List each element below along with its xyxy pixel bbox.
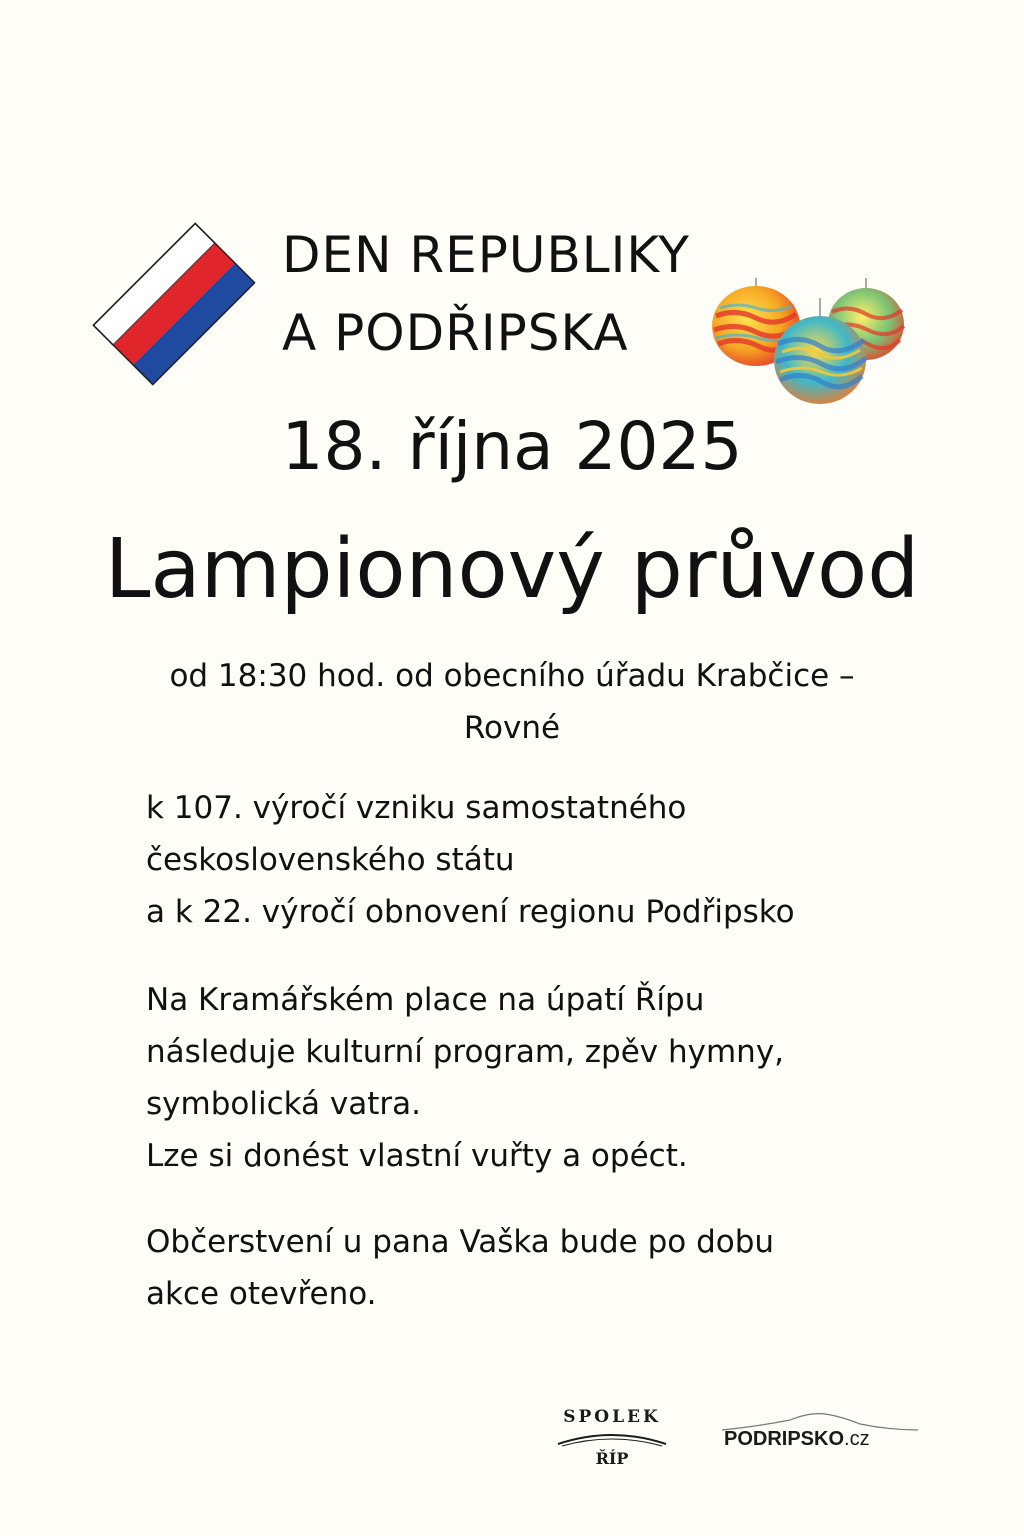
refreshments-line: akce otevřeno. (146, 1276, 377, 1312)
occasion-line: a k 22. výročí obnovení regionu Podřipsko (146, 894, 795, 930)
czech-flag-icon (84, 214, 264, 394)
occasion-line: československého státu (146, 842, 515, 878)
podripsko-logo-suffix: .cz (844, 1428, 870, 1450)
occasion-paragraph (146, 782, 795, 938)
program-line: symbolická vatra. (146, 1086, 421, 1122)
refreshments-line: Občerstvení u pana Vaška bude po dobu (146, 1224, 775, 1260)
program-line: Lze si donést vlastní vuřty a opéct. (146, 1138, 688, 1174)
event-title-line-2: A PODŘIPSKA (282, 304, 629, 362)
event-title-line-1: DEN REPUBLIKY (282, 226, 690, 284)
start-info-line-1: od 18:30 hod. od obecního úřadu Krabčice – (169, 658, 855, 694)
spolek-rip-logo (552, 1400, 672, 1472)
event-headline: Lampionový průvod (104, 522, 920, 617)
podripsko-logo-text: PODRIPSKO (724, 1428, 845, 1450)
program-line: následuje kulturní program, zpěv hymny, (146, 1034, 785, 1070)
spolek-logo-bottom-text: ŘÍP (595, 1449, 629, 1468)
program-line: Na Kramářském place na úpatí Řípu (146, 982, 705, 1018)
spolek-logo-top-text: SPOLEK (563, 1407, 661, 1427)
paper-lanterns-icon (708, 278, 908, 408)
event-date: 18. října 2025 (281, 408, 743, 485)
podripsko-logo (720, 1410, 920, 1460)
start-info-line-2: Rovné (463, 710, 561, 746)
refreshments-paragraph (146, 1216, 774, 1320)
program-paragraph (146, 974, 784, 1182)
occasion-line: k 107. výročí vzniku samostatného (146, 790, 687, 826)
